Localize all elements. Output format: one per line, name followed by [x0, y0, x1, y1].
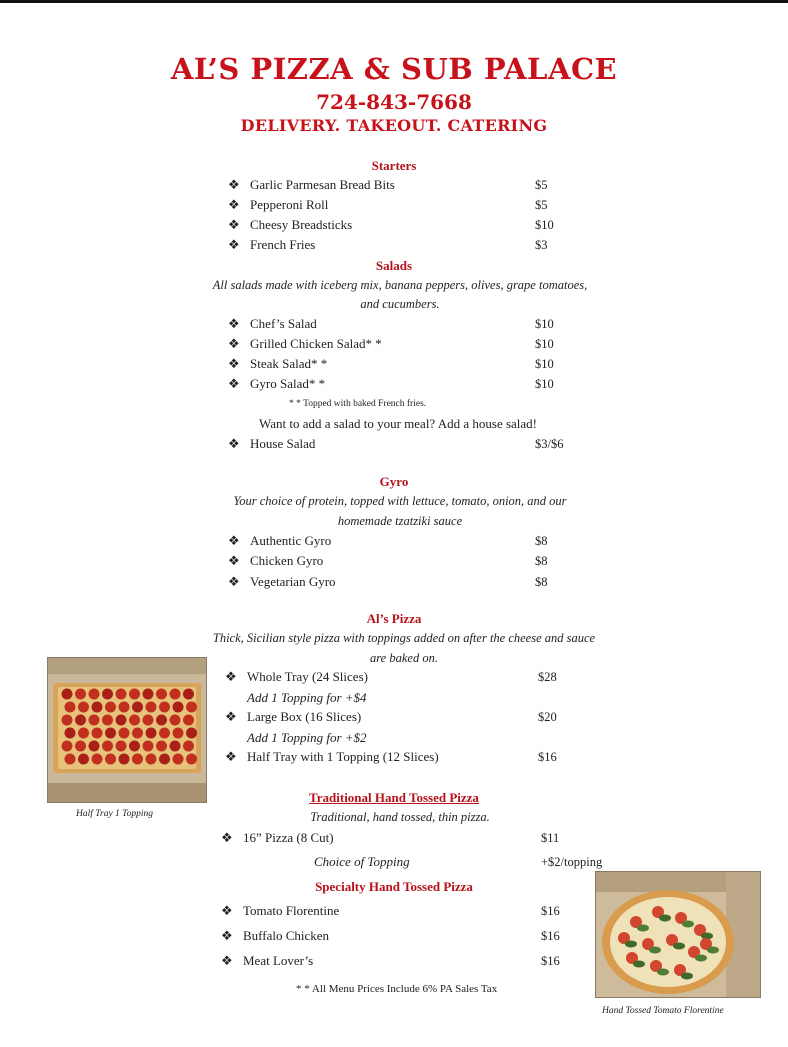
item-name: Meat Lover’s	[243, 953, 314, 968]
menu-item	[228, 574, 336, 590]
item-name: Whole Tray (24 Slices)	[247, 669, 368, 684]
spinach-leaf	[657, 969, 669, 976]
tomato-florentine-caption: Hand Tossed Tomato Florentine	[602, 1006, 724, 1016]
pepperoni-slice	[78, 702, 89, 713]
bullet-icon: ❖	[225, 669, 237, 684]
menu-item	[221, 903, 339, 919]
item-price: $10	[535, 337, 554, 351]
salads-description-1: All salads made with iceberg mix, banana peppers, olives, grape tomatoes,	[212, 278, 588, 292]
spinach-leaf	[681, 973, 693, 980]
item-name: Garlic Parmesan Bread Bits	[250, 177, 395, 192]
pepperoni-slice	[156, 741, 167, 752]
pepperoni-slice	[119, 754, 130, 765]
item-price: $5	[535, 178, 548, 192]
als-pizza-heading: Al’s Pizza	[366, 611, 422, 626]
gyro-description-2: homemade tzatziki sauce	[337, 514, 463, 528]
pepperoni-slice	[132, 728, 143, 739]
menu-item	[228, 553, 323, 569]
pepperoni-slice	[132, 702, 143, 713]
item-price: $16	[541, 929, 560, 943]
item-price: $10	[535, 357, 554, 371]
pepperoni-slice	[186, 754, 197, 765]
pepperoni-slice	[119, 702, 130, 713]
specialty-heading: Specialty Hand Tossed Pizza	[315, 879, 473, 894]
pepperoni-slice	[183, 689, 194, 700]
pepperoni-slice	[156, 715, 167, 726]
item-name: Vegetarian Gyro	[250, 574, 336, 589]
bullet-icon: ❖	[228, 356, 240, 371]
half-tray-photo	[47, 657, 207, 803]
pepperoni-slice	[146, 754, 157, 765]
pepperoni-slice	[102, 689, 113, 700]
item-price: $16	[541, 904, 560, 918]
restaurant-name: AL’S PIZZA & SUB PALACE	[170, 52, 618, 86]
pepperoni-slice	[92, 728, 103, 739]
bullet-icon: ❖	[228, 533, 240, 548]
pepperoni-slice	[65, 728, 76, 739]
pizza-tray-image	[48, 658, 206, 802]
tomato-florentine-photo	[595, 871, 761, 998]
item-name: Large Box (16 Slices)	[247, 709, 362, 724]
menu-item	[228, 316, 317, 332]
item-price: $10	[535, 218, 554, 232]
pepperoni-slice	[62, 715, 73, 726]
bullet-icon: ❖	[225, 709, 237, 724]
spinach-leaf	[682, 921, 694, 928]
pepperoni-slice	[186, 728, 197, 739]
pepperoni-slice	[89, 741, 100, 752]
item-name: Authentic Gyro	[250, 533, 332, 548]
pizza-round-image	[596, 872, 760, 997]
item-price: $28	[538, 670, 557, 684]
pepperoni-slice	[65, 702, 76, 713]
item-name: Grilled Chicken Salad* *	[250, 336, 382, 351]
menu-item	[225, 709, 361, 725]
pepperoni-slice	[102, 715, 113, 726]
pepperoni-slice	[105, 754, 116, 765]
bullet-icon: ❖	[228, 217, 240, 232]
top-border	[0, 0, 788, 3]
item-name: French Fries	[250, 237, 316, 252]
tax-note: * * All Menu Prices Include 6% PA Sales Tax	[296, 983, 498, 995]
bullet-icon: ❖	[221, 903, 233, 918]
item-price: $16	[541, 954, 560, 968]
topping-label: Choice of Topping	[314, 854, 410, 869]
pepperoni-slice	[173, 702, 184, 713]
pepperoni-slice	[129, 715, 140, 726]
menu-item	[221, 830, 334, 846]
item-price: $8	[535, 554, 548, 568]
pepperoni-slice	[75, 715, 86, 726]
item-price: $3	[535, 238, 548, 252]
spinach-leaf	[695, 955, 707, 962]
item-price: $10	[535, 317, 554, 331]
menu-item	[228, 376, 325, 392]
spinach-leaf	[659, 915, 671, 922]
bullet-icon: ❖	[225, 749, 237, 764]
item-price: $8	[535, 575, 548, 589]
item-price: $11	[541, 831, 560, 845]
item-name: Gyro Salad* *	[250, 376, 326, 391]
pepperoni-slice	[143, 741, 154, 752]
pepperoni-slice	[75, 741, 86, 752]
bullet-icon: ❖	[228, 237, 240, 252]
pepperoni-slice	[75, 689, 86, 700]
pepperoni-slice	[146, 728, 157, 739]
pepperoni-slice	[132, 754, 143, 765]
pepperoni-slice	[65, 754, 76, 765]
pepperoni-slice	[78, 728, 89, 739]
item-name: Tomato Florentine	[243, 903, 340, 918]
item-name: Steak Salad* *	[250, 356, 328, 371]
pepperoni-slice	[105, 702, 116, 713]
menu-item	[228, 197, 328, 213]
bullet-icon: ❖	[221, 953, 233, 968]
item-price: $8	[535, 534, 548, 548]
spinach-leaf	[673, 943, 685, 950]
spinach-leaf	[625, 941, 637, 948]
starters-heading: Starters	[371, 158, 417, 173]
item-price: $16	[538, 750, 557, 764]
spinach-leaf	[707, 947, 719, 954]
traditional-description: Traditional, hand tossed, thin pizza.	[310, 810, 490, 824]
pepperoni-slice	[143, 715, 154, 726]
bullet-icon: ❖	[221, 928, 233, 943]
item-price: $20	[538, 710, 557, 724]
services-line: DELIVERY. TAKEOUT. CATERING	[240, 116, 548, 135]
topping-price: +$2/topping	[541, 855, 603, 869]
menu-item	[225, 669, 368, 685]
half-tray-caption: Half Tray 1 Topping	[76, 809, 153, 819]
pepperoni-slice	[159, 754, 170, 765]
spinach-leaf	[633, 961, 645, 968]
pepperoni-slice	[173, 754, 184, 765]
pepperoni-slice	[92, 754, 103, 765]
item-name: Chef’s Salad	[250, 316, 317, 331]
pepperoni-slice	[170, 689, 181, 700]
spinach-leaf	[649, 947, 661, 954]
item-price: $3/$6	[535, 437, 564, 451]
bullet-icon: ❖	[228, 336, 240, 351]
item-name: Buffalo Chicken	[243, 928, 330, 943]
pepperoni-slice	[62, 741, 73, 752]
pepperoni-slice	[146, 702, 157, 713]
bullet-icon: ❖	[221, 830, 233, 845]
menu-item	[221, 928, 329, 944]
pepperoni-slice	[156, 689, 167, 700]
pepperoni-slice	[116, 715, 127, 726]
bullet-icon: ❖	[228, 316, 240, 331]
pepperoni-slice	[105, 728, 116, 739]
pepperoni-slice	[102, 741, 113, 752]
item-name: Chicken Gyro	[250, 553, 324, 568]
bullet-icon: ❖	[228, 436, 240, 451]
pepperoni-slice	[119, 728, 130, 739]
pepperoni-slice	[159, 728, 170, 739]
pepperoni-slice	[173, 728, 184, 739]
item-price: $5	[535, 198, 548, 212]
item-addon: Add 1 Topping for +$4	[247, 690, 367, 705]
menu-item	[221, 953, 313, 969]
pepperoni-slice	[129, 741, 140, 752]
menu-item	[228, 356, 327, 372]
gyro-heading: Gyro	[379, 474, 409, 489]
phone-number[interactable]: 724-843-7668	[316, 90, 472, 114]
item-addon: Add 1 Topping for +$2	[247, 730, 367, 745]
item-price: $10	[535, 377, 554, 391]
salads-footnote: * * Topped with baked French fries.	[289, 399, 427, 409]
item-name: 16” Pizza (8 Cut)	[243, 830, 334, 845]
als-pizza-description-1: Thick, Sicilian style pizza with toppings added on after the cheese and sauce	[212, 631, 596, 645]
item-name: House Salad	[250, 436, 316, 451]
item-name: Pepperoni Roll	[250, 197, 329, 212]
traditional-heading: Traditional Hand Tossed Pizza	[309, 790, 479, 805]
pepperoni-slice	[92, 702, 103, 713]
menu-item	[228, 177, 395, 193]
salads-heading: Salads	[375, 258, 413, 273]
bullet-icon: ❖	[228, 197, 240, 212]
pepperoni-slice	[129, 689, 140, 700]
item-name: Cheesy Breadsticks	[250, 217, 353, 232]
item-name: Half Tray with 1 Topping (12 Slices)	[247, 749, 439, 764]
menu-item	[228, 237, 315, 253]
pepperoni-slice	[170, 715, 181, 726]
pepperoni-slice	[186, 702, 197, 713]
menu-item	[228, 533, 331, 549]
pepperoni-slice	[143, 689, 154, 700]
spinach-leaf	[637, 925, 649, 932]
pepperoni-slice	[183, 741, 194, 752]
gyro-description-1: Your choice of protein, topped with lettuce, tomato, onion, and our	[233, 494, 567, 508]
pepperoni-slice	[183, 715, 194, 726]
bullet-icon: ❖	[228, 177, 240, 192]
bullet-icon: ❖	[228, 553, 240, 568]
pepperoni-slice	[116, 689, 127, 700]
pepperoni-slice	[116, 741, 127, 752]
pepperoni-slice	[62, 689, 73, 700]
salads-upsell: Want to add a salad to your meal? Add a house salad!	[259, 416, 538, 431]
als-pizza-description-2: are baked on.	[370, 651, 438, 665]
salads-description-2: and cucumbers.	[360, 297, 440, 311]
pepperoni-slice	[159, 702, 170, 713]
menu-item	[225, 749, 439, 765]
pepperoni-slice	[78, 754, 89, 765]
bullet-icon: ❖	[228, 574, 240, 589]
pepperoni-slice	[89, 715, 100, 726]
pepperoni-slice	[89, 689, 100, 700]
bullet-icon: ❖	[228, 376, 240, 391]
menu-item	[228, 436, 315, 452]
menu-item	[228, 336, 382, 352]
pepperoni-slice	[170, 741, 181, 752]
menu-item	[228, 217, 352, 233]
